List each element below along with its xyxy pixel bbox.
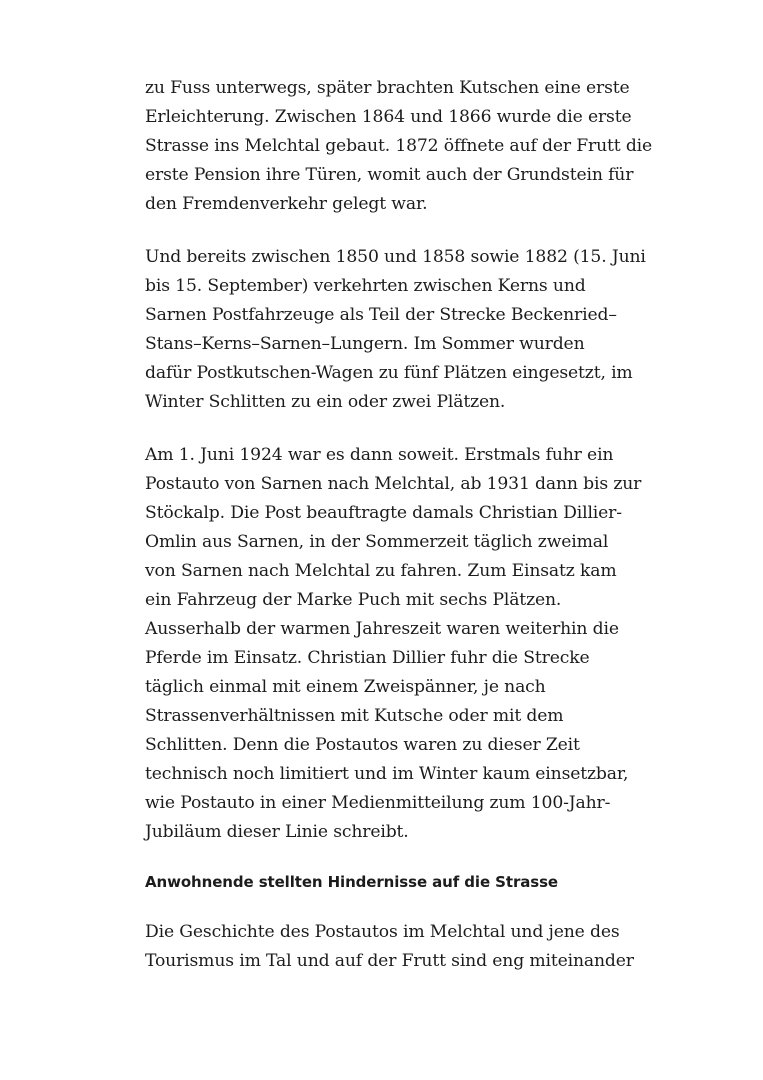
- text-line: technisch noch limitiert und im Winter kaum einsetzbar,: [145, 764, 629, 784]
- text-line: von Sarnen nach Melchtal zu fahren. Zum Einsatz kam: [145, 561, 617, 581]
- text-line: Stöckalp. Die Post beauftragte damals Christian Dillier-: [145, 503, 622, 523]
- text-line: Stans–Kerns–Sarnen–Lungern. Im Sommer wurden: [145, 334, 585, 354]
- text-line: Erleichterung. Zwischen 1864 und 1866 wurde die erste: [145, 107, 632, 127]
- text-line: Strassenverhältnissen mit Kutsche oder mit dem: [145, 706, 564, 726]
- text-line: Omlin aus Sarnen, in der Sommerzeit täglich zweimal: [145, 532, 609, 552]
- text-line: bis 15. September) verkehrten zwischen Kerns und: [145, 276, 586, 296]
- text-line: Schlitten. Denn die Postautos waren zu dieser Zeit: [145, 735, 580, 755]
- text-line: Winter Schlitten zu ein oder zwei Plätzen.: [145, 392, 506, 412]
- text-line: wie Postauto in einer Medienmitteilung zum 100-Jahr-: [145, 793, 611, 813]
- paragraph-1: [145, 74, 653, 219]
- paragraph-2: [145, 243, 646, 417]
- text-line: Jubiläum dieser Linie schreibt.: [145, 822, 409, 842]
- text-line: ein Fahrzeug der Marke Puch mit sechs Plätzen.: [145, 590, 562, 610]
- text-line: den Fremdenverkehr gelegt war.: [145, 194, 428, 214]
- text-line: Pferde im Einsatz. Christian Dillier fuhr die Strecke: [145, 648, 590, 668]
- text-line: dafür Postkutschen-Wagen zu fünf Plätzen eingesetzt, im: [145, 363, 633, 383]
- text-line: täglich einmal mit einem Zweispänner, je nach: [145, 677, 546, 697]
- text-line: Am 1. Juni 1924 war es dann soweit. Erstmals fuhr ein: [145, 445, 614, 465]
- paragraph-4: [145, 918, 635, 976]
- paragraph-3: [145, 441, 642, 847]
- text-line: Tourismus im Tal und auf der Frutt sind eng miteinander: [145, 951, 634, 971]
- text-line: Postauto von Sarnen nach Melchtal, ab 1931 dann bis zur: [145, 474, 642, 494]
- text-line: Ausserhalb der warmen Jahreszeit waren weiterhin die: [145, 619, 619, 639]
- text-line: Die Geschichte des Postautos im Melchtal und jene des: [145, 922, 620, 942]
- text-line: Sarnen Postfahrzeuge als Teil der Strecke Beckenried–: [145, 305, 617, 325]
- article-body: [145, 74, 653, 1000]
- text-line: Und bereits zwischen 1850 und 1858 sowie 1882 (15. Juni: [145, 247, 646, 267]
- text-line: Strasse ins Melchtal gebaut. 1872 öffnete auf der Frutt die: [145, 136, 653, 156]
- text-line: erste Pension ihre Türen, womit auch der Grundstein für: [145, 165, 634, 185]
- text-line: zu Fuss unterwegs, später brachten Kutschen eine erste: [145, 78, 630, 98]
- section-heading: Anwohnende stellten Hindernisse auf die Strasse: [145, 873, 558, 891]
